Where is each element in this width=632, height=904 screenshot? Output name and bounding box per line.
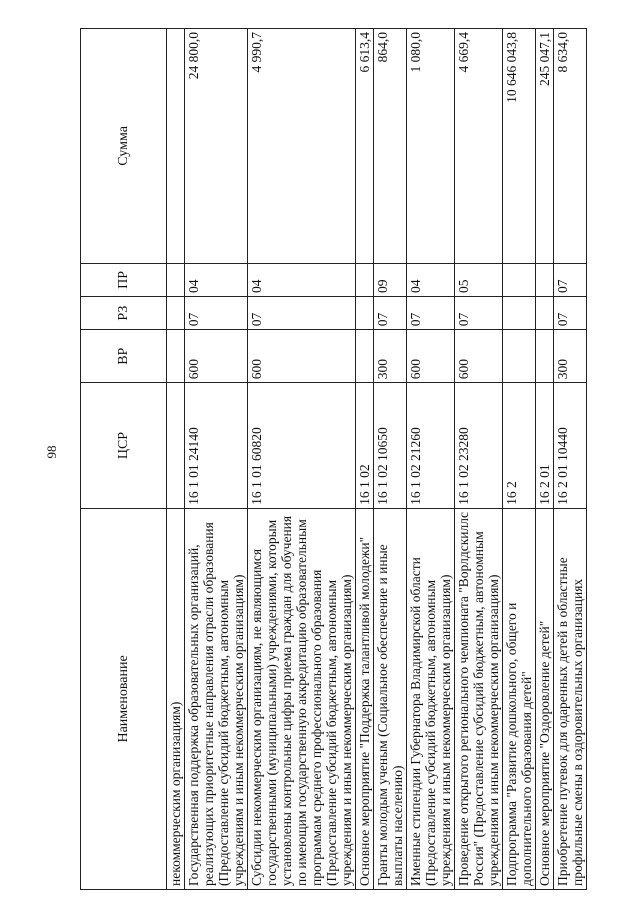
cell-csr: 16 2 01 10440 — [554, 383, 587, 509]
cell-name: Гранты молодым ученым (Социальное обеспечение и иные выплаты населению) — [374, 508, 407, 889]
cell-pr — [503, 263, 536, 296]
cell-pr: 05 — [455, 263, 503, 296]
cell-rz: 07 — [407, 297, 455, 330]
cell-csr: 16 2 01 — [536, 383, 554, 509]
header-pr: ПР — [81, 263, 167, 296]
cell-csr: 16 1 02 — [356, 383, 374, 509]
cell-pr: 04 — [248, 263, 356, 296]
header-rz: РЗ — [81, 297, 167, 330]
table-row — [374, 29, 407, 890]
cell-vr: 600 — [455, 330, 503, 383]
table-row — [554, 29, 587, 890]
table-row — [248, 29, 356, 890]
budget-table — [80, 28, 587, 890]
table-row — [455, 29, 503, 890]
cell-vr — [356, 330, 374, 383]
cell-name: некоммерческим организациям) — [167, 508, 185, 889]
cell-vr: 600 — [248, 330, 356, 383]
cell-sum: 864,0 — [374, 29, 407, 264]
cell-name: Приобретение путевок для одаренных детей в областные профильные смены в оздоровительных организациях — [554, 508, 587, 889]
cell-rz: 07 — [374, 297, 407, 330]
cell-rz — [536, 297, 554, 330]
cell-vr: 600 — [185, 330, 248, 383]
cell-pr — [356, 263, 374, 296]
cell-name: Основное мероприятие "Оздоровление детей" — [536, 508, 554, 889]
header-csr: ЦСР — [81, 383, 167, 509]
cell-name: Основное мероприятие "Поддержка талантливой молодежи" — [356, 508, 374, 889]
cell-sum: 10 646 043,8 — [503, 29, 536, 264]
header-vr: ВР — [81, 330, 167, 383]
cell-csr: 16 2 — [503, 383, 536, 509]
cell-csr: 16 1 02 23280 — [455, 383, 503, 509]
table-header-row — [81, 29, 167, 890]
cell-csr: 16 1 01 60820 — [248, 383, 356, 509]
cell-sum: 6 613,4 — [356, 29, 374, 264]
cell-pr: 04 — [185, 263, 248, 296]
cell-vr — [503, 330, 536, 383]
cell-rz: 07 — [554, 297, 587, 330]
cell-rz: 07 — [248, 297, 356, 330]
page-number: 98 — [44, 445, 59, 459]
table-row — [185, 29, 248, 890]
cell-pr: 09 — [374, 263, 407, 296]
cell-vr: 300 — [374, 330, 407, 383]
cell-rz — [356, 297, 374, 330]
cell-sum — [167, 29, 185, 264]
table-row — [536, 29, 554, 890]
cell-name: Субсидии некоммерческим организациям, не являющимся государственными (муниципальными) учреждениями, которым установлены контрольные цифры приема граждан для обучения по имеющим государственную аккредитацию образовательным программам среднего профессионального образования (Предоставление субсидий бюджетным, автономным учреждениям и иным некоммерческим организациям) — [248, 508, 356, 889]
cell-pr: 07 — [554, 263, 587, 296]
header-name: Наименование — [81, 508, 167, 889]
table-row — [167, 29, 185, 890]
cell-csr: 16 1 01 24140 — [185, 383, 248, 509]
cell-vr: 600 — [407, 330, 455, 383]
cell-pr — [167, 263, 185, 296]
cell-sum: 8 634,0 — [554, 29, 587, 264]
cell-vr: 300 — [554, 330, 587, 383]
cell-sum: 4 669,4 — [455, 29, 503, 264]
cell-csr — [167, 383, 185, 509]
cell-csr: 16 1 02 21260 — [407, 383, 455, 509]
cell-sum: 24 800,0 — [185, 29, 248, 264]
cell-name: Государственная поддержка образовательных организаций, реализующих приоритетные направления отрасли образования (Предоставление субсидий бюджетным, автономным учреждениям и иным некоммерческим организациям) — [185, 508, 248, 889]
cell-pr: 04 — [407, 263, 455, 296]
cell-rz: 07 — [185, 297, 248, 330]
cell-vr — [167, 330, 185, 383]
cell-pr — [536, 263, 554, 296]
cell-rz — [167, 297, 185, 330]
cell-name: Проведение открытого регионального чемпионата "Ворлдскиллс Россия" (Предоставление субсидий бюджетным, автономным учреждениям и иным некоммерческим организациям) — [455, 508, 503, 889]
cell-sum: 245 047,1 — [536, 29, 554, 264]
cell-sum: 4 990,7 — [248, 29, 356, 264]
table-row — [356, 29, 374, 890]
cell-name: Именные стипендии Губернатора Владимирской области (Предоставление субсидий бюджетным, автономным учреждениям и иным некоммерческим организациям) — [407, 508, 455, 889]
cell-vr — [536, 330, 554, 383]
cell-rz: 07 — [455, 297, 503, 330]
table-row — [407, 29, 455, 890]
header-sum: Сумма — [81, 29, 167, 264]
cell-csr: 16 1 02 10650 — [374, 383, 407, 509]
table-row — [503, 29, 536, 890]
cell-name: Подпрограмма "Развитие дошкольного, общего и дополнительного образования детей" — [503, 508, 536, 889]
cell-rz — [503, 297, 536, 330]
cell-sum: 1 080,0 — [407, 29, 455, 264]
